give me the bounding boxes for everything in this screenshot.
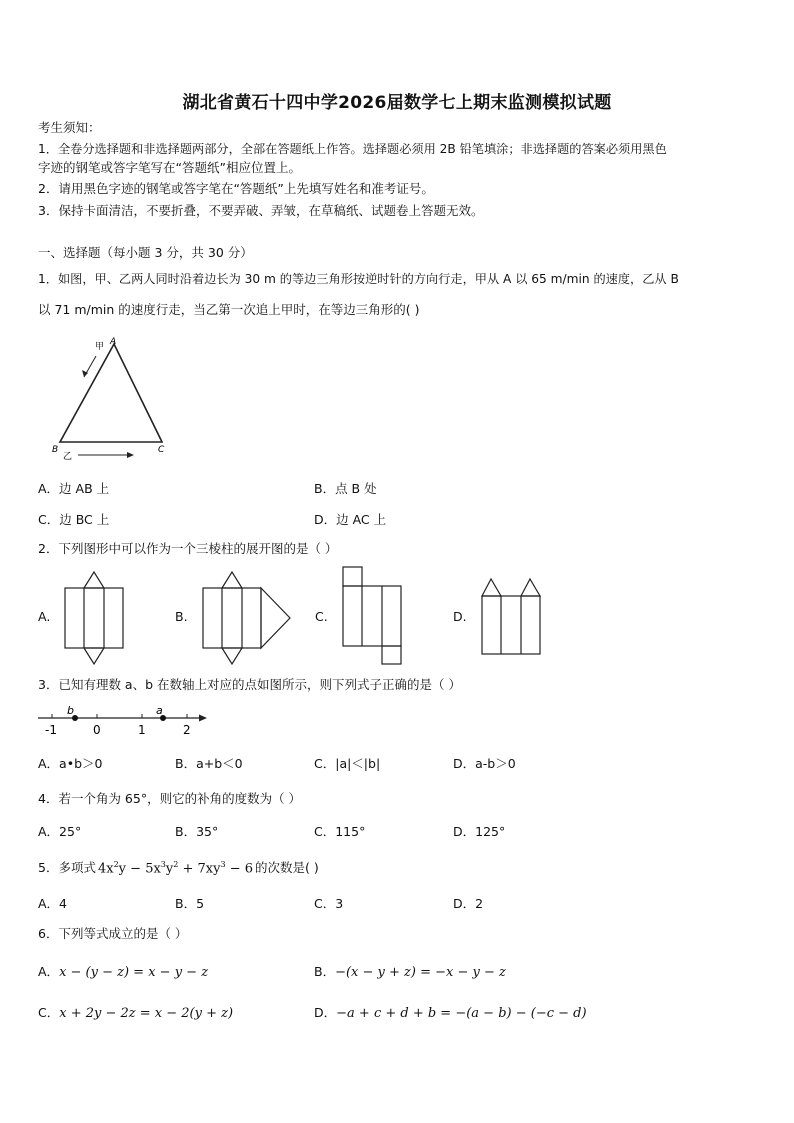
notice-item-2: 2．请用黑色字迹的钢笔或答字笔在“答题纸”上先填写姓名和准考证号。 [38,181,434,196]
q2-net-d[interactable] [478,574,546,658]
q2-stem: 2．下列图形中可以作为一个三棱柱的展开图的是（ ） [38,541,338,556]
q6-option-d[interactable] [314,1003,587,1021]
q5-option-d[interactable]: D．2 [453,896,484,911]
q5-stem [38,856,319,878]
q3-option-d[interactable]: D．a-b＞0 [453,756,516,771]
q6-option-a-label: A． [38,964,60,979]
q4-stem: 4．若一个角为 65°，则它的补角的度数为（ ） [38,791,302,806]
notice-item-3: 3．保持卡面清洁，不要折叠，不要弄破、弄皱，在草稿纸、试题卷上答题无效。 [38,203,484,218]
q6-option-a[interactable] [38,962,208,980]
q2-option-b-label[interactable]: B. [175,609,188,624]
label-a: A [110,337,117,347]
notice-item-1-line-2: 字迹的钢笔或答字笔写在“答题纸”相应位置上。 [38,160,301,175]
q3-stem: 3．已知有理数 a、b 在数轴上对应的点如图所示，则下列式子正确的是（ ） [38,677,461,692]
section-heading: 一、选择题（每小题 3 分，共 30 分） [38,245,253,260]
axis-arrowhead [199,715,207,722]
label-c: C [158,445,165,455]
q3-option-a[interactable]: A．a•b＞0 [38,756,103,771]
q6-stem: 6．下列等式成立的是（ ） [38,926,188,941]
q1-option-a[interactable]: A．边 AB 上 [38,481,110,496]
q5-option-c[interactable]: C．3 [314,896,344,911]
q6-option-c-label: C． [38,1005,60,1020]
q6-option-d-expr: −a + c + d + b = −(a − b) − (−c − d) [336,1006,587,1021]
q2-net-c[interactable] [338,564,406,668]
q6-option-b-expr: −(x − y + z) = −x − y − z [335,965,506,980]
page-title: 湖北省黄石十四中学2026届数学七上期末监测模拟试题 [182,93,612,113]
q1-triangle-figure [44,334,172,464]
notice-item-1-line-1: 1．全卷分选择题和非选择题两部分，全部在答题纸上作答。选择题必须用 2B 铅笔填涂；非选择题的答案必须用黑色 [38,142,667,156]
q2-option-c-label[interactable]: C. [315,609,328,624]
q3-number-line [36,701,212,739]
notice-heading: 考生须知： [38,120,101,135]
q2-option-a-label[interactable]: A. [38,609,51,624]
label-a: a [156,704,163,717]
q6-option-b[interactable] [314,962,506,980]
q4-option-a[interactable]: A．25° [38,824,82,839]
q2-option-d-label[interactable]: D. [453,609,467,624]
q5-option-a[interactable]: A．4 [38,896,68,911]
label-jia: 甲 [95,342,105,352]
q6-option-b-label: B． [314,964,336,979]
tick-label-2: 2 [183,723,191,737]
tick-label-0: 0 [93,723,101,737]
q3-option-c[interactable]: C．|a|＜|b| [314,756,381,771]
q6-option-c[interactable] [38,1003,233,1021]
label-b: b [67,704,74,717]
q1-stem-line-2: 以 71 m/min 的速度行走，当乙第一次追上甲时，在等边三角形的( ) [38,302,420,317]
q5-polynomial: $4x^2y - 5x^3y^2 + 7xy^3 - 6$ [97,860,253,877]
q1-option-b[interactable]: B．点 B 处 [314,481,377,496]
q2-net-a[interactable] [62,570,128,666]
q5-option-b[interactable]: B．5 [175,896,205,911]
tick-label-minus-1: -1 [45,723,57,737]
q4-option-d[interactable]: D．125° [453,824,506,839]
q6-option-d-label: D． [314,1005,337,1020]
q5-stem-suffix: 的次数是( ) [255,860,319,876]
q4-option-c[interactable]: C．115° [314,824,366,839]
q1-option-c[interactable]: C．边 BC 上 [38,512,110,527]
q3-option-b[interactable]: B．a+b＜0 [175,756,243,771]
q5-stem-prefix: 5．多项式 [38,860,96,876]
label-b: B [52,445,59,455]
q2-net-b[interactable] [200,570,294,666]
label-yi: 乙 [63,452,73,462]
q6-option-c-expr: x + 2y − 2z = x − 2(y + z) [59,1006,234,1021]
tick-label-1: 1 [138,723,146,737]
q6-option-a-expr: x − (y − z) = x − y − z [59,965,209,980]
q1-option-d[interactable]: D．边 AC 上 [314,512,387,527]
q1-stem-line-1: 1．如图，甲、乙两人同时沿着边长为 30 m 的等边三角形按逆时针的方向行走，甲从 A 以 65 m/min 的速度，乙从 B [38,272,679,286]
q4-option-b[interactable]: B．35° [175,824,219,839]
